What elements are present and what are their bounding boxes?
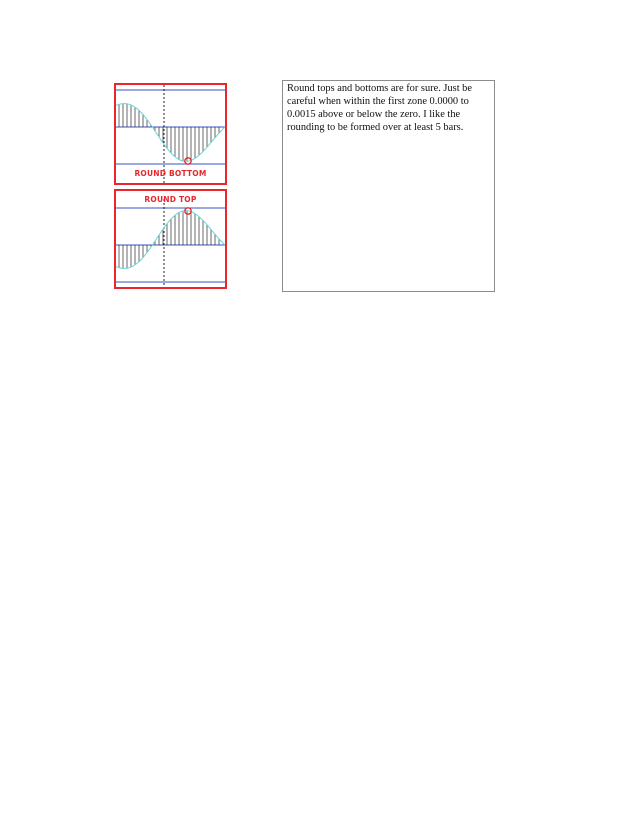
histogram-bars	[119, 104, 219, 162]
oscillator-curve	[116, 211, 225, 269]
round-bottom-label: ROUND BOTTOM	[134, 169, 207, 178]
round-top-oscillator	[116, 191, 225, 287]
round-top-figure	[114, 189, 227, 289]
round-top-label: ROUND TOP	[144, 195, 197, 204]
round-bottom-figure	[114, 83, 227, 185]
oscillator-curve	[116, 104, 225, 162]
histogram-bars	[119, 211, 219, 269]
note-text: Round tops and bottoms are for sure. Just be careful when within the first zone 0.0000 to 0.0015 above or below the zero. I like the rounding to be formed over at least 5 bars.	[287, 83, 472, 133]
note-box	[282, 80, 495, 292]
